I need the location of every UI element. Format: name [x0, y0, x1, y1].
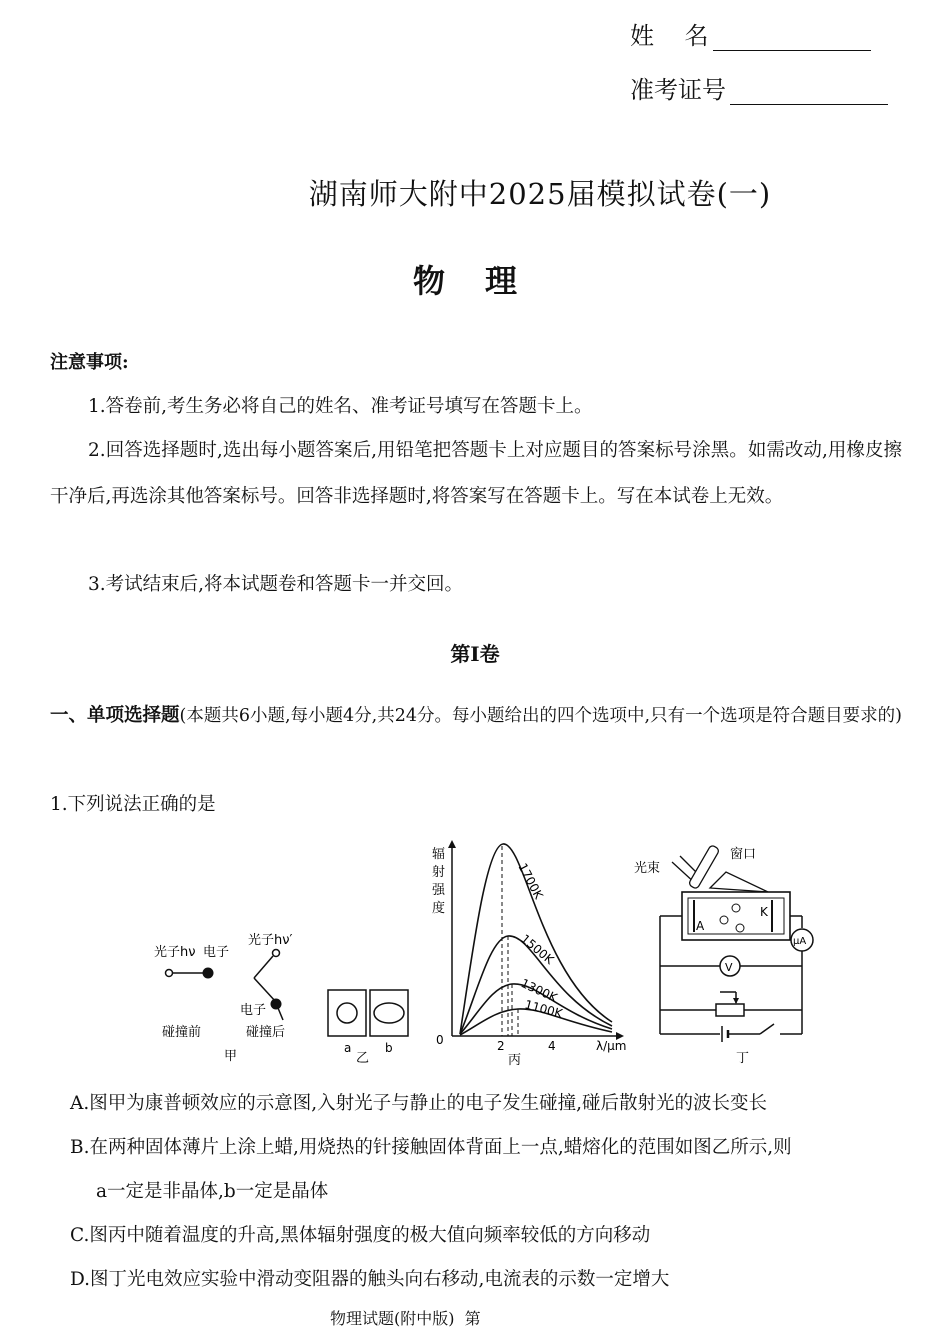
exam-id-blank[interactable]: [730, 82, 888, 105]
bing-label-1500k: 1500K: [518, 931, 557, 967]
part1-heading: 一、单项选择题: [50, 705, 180, 726]
yi-b-label: b: [385, 1041, 393, 1055]
jia-before-label: 碰撞前: [162, 1025, 202, 1040]
bing-label-1100k: 1100K: [523, 997, 564, 1021]
figure-jia: [154, 932, 293, 1064]
part1-desc: (本题共6小题,每小题4分,共24分。每小题给出的四个选项中,只有一个选项是符合题目要求的): [179, 706, 902, 726]
yi-caption: 乙: [356, 1051, 370, 1066]
jia-caption: 甲: [224, 1049, 238, 1064]
yi-plate-b: [370, 990, 408, 1036]
bing-caption: 丙: [508, 1053, 522, 1068]
bing-y-arrow: [448, 840, 456, 848]
figure-bing: [432, 840, 626, 1068]
subject-title: 物理: [412, 262, 557, 300]
bing-tick-4: 4: [548, 1039, 556, 1053]
jia-scattered-electron-label: 电子: [240, 1003, 267, 1018]
option-d: D.图丁光电效应实验中滑动变阻器的触头向右移动,电流表的示数一定增大: [70, 1269, 670, 1290]
jia-photon-dot: [166, 970, 173, 977]
yi-plate-a: [328, 990, 366, 1036]
bing-ylabel-3: 强: [432, 883, 446, 898]
bing-tick-2: 2: [497, 1039, 505, 1053]
ding-switch[interactable]: [760, 1024, 774, 1034]
jia-electron-dot: [203, 968, 214, 979]
name-blank[interactable]: [713, 28, 871, 51]
ding-beam-label: 光束: [634, 861, 661, 876]
bing-origin: 0: [436, 1033, 444, 1047]
jia-scattered-photon-label: 光子hν′: [248, 933, 293, 948]
option-b-line1: B.在两种固体薄片上涂上蜡,用烧热的针接触固体背面上一点,蜡熔化的范围如图乙所示,则: [70, 1137, 792, 1158]
notice-item-2: 2.回答选择题时,选出每小题答案后,用铅笔把答题卡上对应题目的答案标号涂黑。如需改动,用橡皮擦干净后,再选涂其他答案标号。回答非选择题时,将答案写在答题卡上。写在本试卷上无效。: [50, 440, 902, 507]
bing-ylabel-1: 辐: [432, 847, 446, 862]
notice-item-3: 3.考试结束后,将本试题卷和答题卡一并交回。: [88, 574, 464, 595]
ding-ammeter-label: μA: [793, 936, 807, 947]
bing-ylabel-2: 射: [432, 865, 446, 880]
exam-id-field-row: [630, 70, 888, 105]
name-label: 姓 名: [630, 22, 709, 50]
ding-window-cap: [710, 872, 768, 892]
bing-label-1700k: 1700K: [515, 860, 546, 902]
jia-scattered-photon-path: [254, 956, 273, 978]
ding-voltmeter-label: V: [725, 961, 733, 974]
bing-xlabel: λ/μm: [596, 1039, 627, 1053]
ding-caption: 丁: [736, 1051, 750, 1066]
question1-figures: [140, 836, 820, 1076]
exam-id-label: 准考证号: [630, 76, 726, 104]
notice-item-1: 1.答卷前,考生务必将自己的姓名、准考证号填写在答题卡上。: [88, 396, 593, 417]
ding-window-label: 窗口: [730, 847, 757, 862]
page-footer: 物理试题(附中版) 第: [330, 1309, 481, 1328]
jia-electron-label: 电子: [203, 945, 230, 960]
ding-k-label: K: [760, 905, 768, 919]
notice-heading: 注意事项:: [50, 352, 129, 373]
bing-label-1300k: 1300K: [518, 976, 560, 1005]
jia-scattered-photon-dot: [273, 950, 280, 957]
option-b-line2: a一定是非晶体,b一定是晶体: [96, 1181, 329, 1202]
exam-title: 湖南师大附中2025届模拟试卷(一): [308, 177, 772, 211]
bing-ylabel-4: 度: [432, 901, 446, 916]
jia-photon-label: 光子hν: [154, 945, 196, 960]
section-heading: 第Ⅰ卷: [450, 642, 500, 666]
option-c: C.图丙中随着温度的升高,黑体辐射强度的极大值向频率较低的方向移动: [70, 1225, 651, 1246]
figure-ding: [634, 845, 813, 1066]
ding-rheostat: [716, 1004, 744, 1016]
option-a: A.图甲为康普顿效应的示意图,入射光子与静止的电子发生碰撞,碰后散射光的波长变长: [70, 1093, 768, 1114]
question1-stem: 1.下列说法正确的是: [50, 794, 216, 815]
name-field-row: [630, 16, 871, 51]
ding-slider-tip: [733, 998, 739, 1004]
jia-electron-arrow: [278, 1008, 283, 1020]
jia-scattered-electron-path: [254, 978, 276, 1002]
jia-after-label: 碰撞后: [246, 1025, 286, 1040]
jia-scattered-electron-dot: [271, 999, 282, 1010]
part1-block: [50, 694, 902, 738]
ding-a-label: A: [696, 919, 705, 933]
yi-a-label: a: [344, 1041, 352, 1055]
figure-yi: [328, 990, 408, 1066]
